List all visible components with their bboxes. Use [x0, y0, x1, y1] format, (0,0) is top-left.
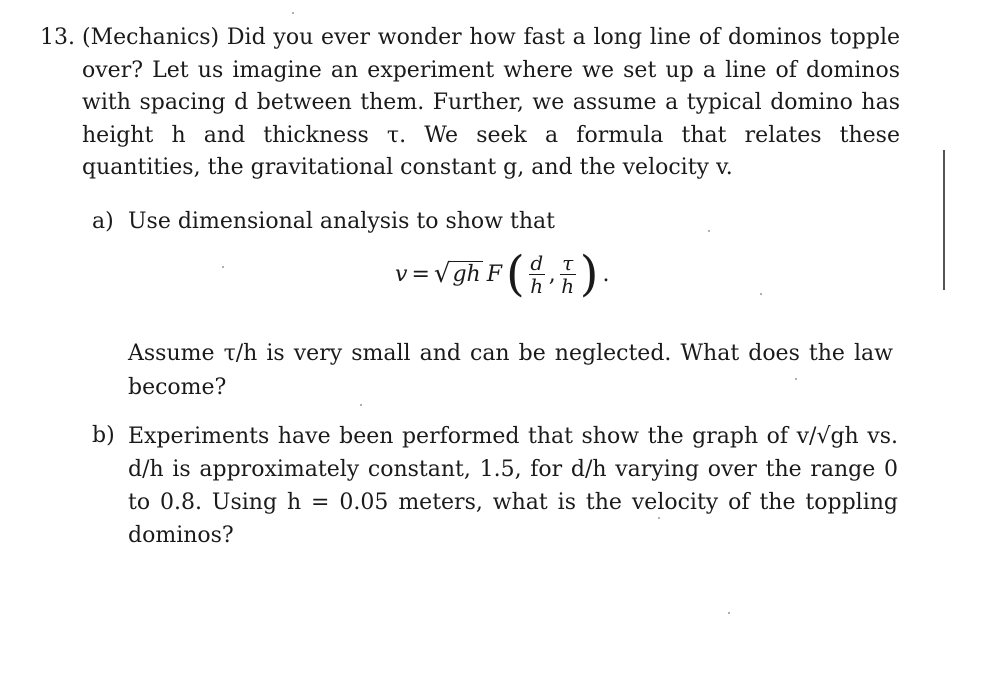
part-a-followup: Assume τ/h is very small and can be neglected. What does the law become? [128, 341, 893, 400]
scan-speck [795, 378, 797, 380]
radical-sign: √ [433, 259, 451, 289]
scan-speck [708, 230, 710, 232]
part-a-label: a) [92, 209, 114, 234]
problem-intro: (Mechanics) Did you ever wonder how fast a long line of dominos topple over? Let us imagine an experiment where we set up a line of dominos with spacing d between them. Further, we assume a typical domino has height h and thickness τ. We seek a formula that relates these quantities, the gravitational constant g, and the velocity v. [82, 25, 900, 180]
problem-13 [40, 22, 900, 185]
part-b-label: b) [92, 423, 115, 448]
margin-scan-line [943, 150, 945, 290]
fraction-d-over-h [529, 252, 545, 297]
frac1-denominator: h [530, 273, 544, 298]
velocity-formula [395, 246, 610, 302]
scan-speck [728, 612, 730, 614]
problem-number: 13. [40, 25, 75, 50]
sqrt-argument: gh [452, 262, 481, 287]
scan-speck [658, 517, 660, 519]
scan-speck [360, 404, 362, 406]
formula-equals: = [411, 261, 430, 287]
right-paren: ) [579, 246, 599, 302]
formula-function: F [486, 261, 502, 287]
scan-speck [760, 293, 762, 295]
scan-speck [292, 12, 294, 14]
part-a-text: Use dimensional analysis to show that [128, 209, 555, 234]
frac1-numerator: d [530, 250, 544, 275]
formula-period: . [602, 261, 610, 287]
frac2-denominator: h [561, 273, 575, 298]
scan-speck [222, 266, 224, 268]
formula-lhs: v [395, 261, 408, 287]
sqrt-gh [434, 261, 483, 287]
left-paren: ( [505, 246, 525, 302]
fraction-tau-over-h [560, 252, 576, 297]
formula-comma: , [548, 261, 556, 287]
part-b-text: Experiments have been performed that show the graph of v/√gh vs. d/h is approximately constant, 1.5, for d/h varying over the range 0 to 0.8. Using h = 0.05 meters, what is the velocity of the toppling dominos? [128, 424, 898, 548]
frac2-numerator: τ [562, 250, 574, 275]
